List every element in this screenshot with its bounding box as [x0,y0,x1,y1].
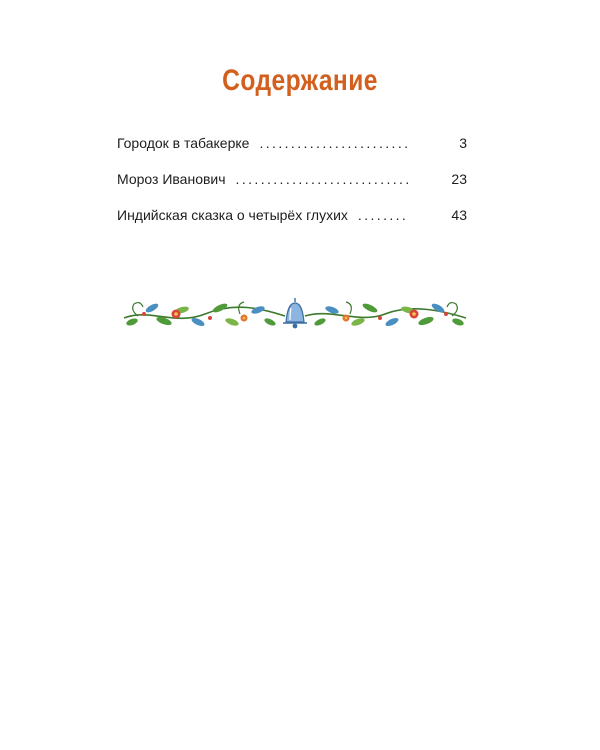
toc-page-number: 3 [459,135,467,151]
toc-entry-title: Индийская сказка о четырёх глухих [117,207,348,223]
toc-entry[interactable] [117,135,467,171]
toc-page-number: 23 [451,171,467,187]
toc-entry-title: Городок в табакерке [117,135,250,151]
toc-page-number: 43 [451,207,467,223]
floral-bell-ornament-icon [120,296,470,332]
toc-entry[interactable] [117,171,467,207]
toc-leader-dots: ............................ [235,171,412,187]
table-of-contents [117,135,467,243]
toc-entry-title: Мороз Иванович [117,171,226,187]
toc-leader-dots: ........ [357,207,409,223]
toc-entry[interactable] [117,207,467,243]
toc-leader-dots: ........................ [259,135,411,151]
page-title: Содержание [222,64,378,97]
